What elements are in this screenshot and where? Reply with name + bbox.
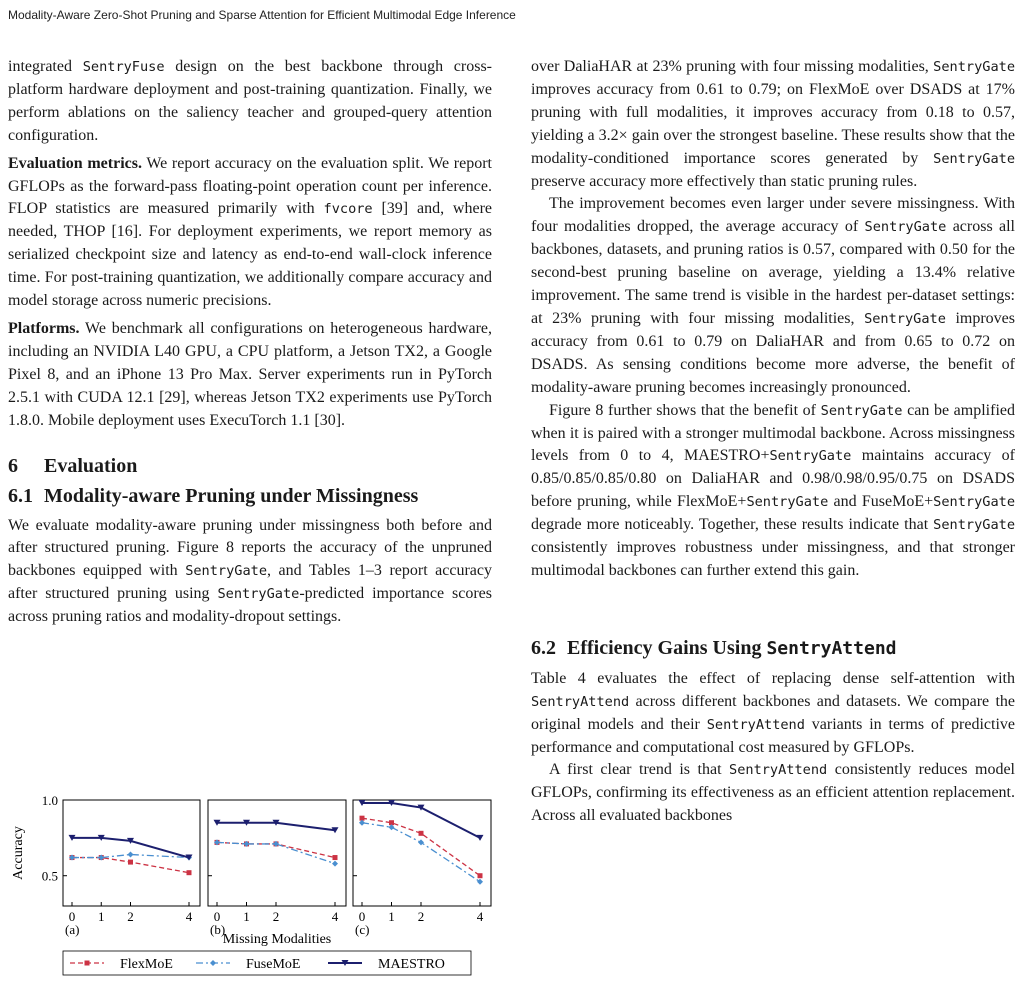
legend-label: MAESTRO <box>378 957 445 972</box>
x-tick-label: 4 <box>476 909 484 924</box>
metrics-paragraph <box>8 153 492 313</box>
legend-label: FuseMoE <box>246 957 301 972</box>
text-run: We evaluate modality-aware pruning under missingness both before and after structured pruning. Figure 8 reports the accuracy of the unpruned backbones equipped with <box>8 516 492 580</box>
section-6-1-title: Modality-aware Pruning under Missingness <box>44 484 419 507</box>
text-run: consistently reduces model GFLOPs, confirming its effectiveness as an efficient attention replacement. Across all evaluated backbones <box>531 761 1015 825</box>
x-tick-label: 2 <box>272 909 280 924</box>
code-term: SentryGate <box>769 448 852 465</box>
x-tick-label: 2 <box>417 909 425 924</box>
text-run: can be amplified when it is paired with a stronger multimodal backbone. Across missingness levels from 0 to 4, MAESTRO+ <box>531 401 1015 465</box>
marker-square <box>85 961 90 966</box>
text-run: integrated <box>8 58 83 75</box>
x-tick-label: 0 <box>358 909 366 924</box>
code-term: SentryGate <box>933 494 1015 511</box>
text-run: variants in terms of predictive performance and computational cost measured by GFLOPs. <box>531 715 1016 756</box>
section-6-1-heading <box>8 483 492 509</box>
text-run: over DaliaHAR at 23% pruning with four missing modalities, <box>531 58 934 75</box>
platforms-body <box>8 320 492 429</box>
right-paragraph-3 <box>531 400 1015 583</box>
text-run: We report accuracy on the evaluation split. We report GFLOPs as the forward-pass floating-point operation count per inference. FLOP statistics are measured primarily with <box>8 154 492 218</box>
section-6-title: Evaluation <box>44 454 138 477</box>
text-run: degrade more noticeably. Together, these results indicate that <box>531 516 934 534</box>
text-run: We benchmark all configurations on heterogeneous hardware, including an NVIDIA L40 GPU, a CPU platform, a Jetson TX2, a Google Pixel 8, and an iPhone 13 Pro Max. Server experiments run in PyTorch 2.5.1 with CUDA 12.1 [29], whereas Jetson TX2 experiments use PyTorch 1.8.0. Mobile deployment uses ExecuTorch 1.1 [30]. <box>8 319 492 429</box>
code-term: fvcore <box>323 201 373 218</box>
panel-label: (b) <box>210 922 226 937</box>
x-tick-label: 1 <box>388 909 395 924</box>
marker-diamond <box>332 861 338 867</box>
x-tick-label: 1 <box>243 909 250 924</box>
right-paragraph-4 <box>531 668 1015 760</box>
text-run: Figure 8 further shows that the benefit of <box>549 401 821 419</box>
code-term: SentryGate <box>746 494 829 511</box>
code-term: SentryAttend <box>729 762 828 779</box>
code-term: SentryGate <box>933 150 1015 167</box>
marker-square <box>333 855 338 860</box>
x-tick-label: 4 <box>185 909 193 924</box>
text-run: improves accuracy from 0.61 to 0.79 on DaliaHAR and from 0.65 to 0.72 on DSADS. As sensing conditions become more adverse, the benefit of modality-aware pruning becomes increasingly pronounced. <box>531 309 1016 396</box>
section-6-2-number: 6.2 <box>531 636 556 659</box>
x-tick-label: 2 <box>127 909 134 924</box>
text-run: across all backbones, datasets, and pruning ratios is 0.57, compared with 0.50 for the second-best pruning baseline on average, yielding a 13.4% relative improvement. The same trend is visible in the hardest per-dataset settings: at 23% pruning with four missing modalities, <box>531 218 1015 327</box>
text-run: The improvement becomes even larger under severe missingness. With four modalities dropped, the average accuracy of <box>531 195 1015 236</box>
text-run: Table 4 evaluates the effect of replacing dense self-attention with <box>531 669 1015 687</box>
x-tick-label: 0 <box>68 909 76 924</box>
metrics-heading: Evaluation metrics. <box>8 154 142 172</box>
figure-8 <box>8 788 492 988</box>
section-6-1-paragraph <box>8 515 492 630</box>
y-tick-label: 0.5 <box>41 868 58 884</box>
legend-label: FlexMoE <box>120 957 173 972</box>
marker-square <box>128 860 133 865</box>
text-run: preserve accuracy more effectively than static pruning rules. <box>531 172 918 190</box>
code-term: SentryGate <box>933 517 1015 534</box>
text-run: design on the best backbone through cross-platform hardware deployment and post-training quantization. Finally, we perform ablations on the saliency teacher and grouped-query attention configuration. <box>8 58 493 144</box>
code-term: SentryGate <box>185 563 268 580</box>
code-term: SentryGate <box>864 219 947 236</box>
section-6-number: 6 <box>8 454 18 477</box>
section-6-1-number: 6.1 <box>8 484 33 507</box>
running-header: Modality-Aware Zero-Shot Pruning and Sparse Attention for Efficient Multimodal Edge Inference <box>8 8 516 22</box>
code-term: SentryGate <box>864 310 946 327</box>
marker-triangle <box>477 835 484 841</box>
intro-paragraph <box>8 56 492 148</box>
code-term: SentryAttend <box>531 693 630 710</box>
right-paragraph-2 <box>531 193 1015 399</box>
right-paragraph-1 <box>531 56 1015 193</box>
marker-square <box>187 870 192 875</box>
section-6-heading <box>8 453 492 479</box>
text-run: -predicted importance scores across pruning ratios and modality-dropout settings. <box>8 585 492 626</box>
section-6-2-title <box>567 635 897 662</box>
marker-square <box>478 873 483 878</box>
code-term: SentryGate <box>217 586 300 603</box>
series-line-flexmoe <box>362 818 480 876</box>
section-6-2-title-text: Efficiency Gains Using <box>567 636 767 659</box>
x-axis-label: Missing Modalities <box>222 932 332 947</box>
x-tick-label: 1 <box>98 909 105 924</box>
platforms-heading: Platforms. <box>8 319 80 337</box>
x-tick-label: 4 <box>331 909 339 924</box>
right-paragraph-5 <box>531 759 1015 828</box>
text-run: maintains accuracy of 0.85/0.85/0.85/0.80 on DaliaHAR and 0.98/0.98/0.95/0.75 on DSADS before pruning, while FlexMoE+ <box>531 447 1016 511</box>
code-term: SentryGate <box>820 402 903 419</box>
y-tick-label: 1.0 <box>41 793 58 808</box>
x-tick-label: 0 <box>213 909 221 924</box>
text-run: across different backbones and datasets. We compare the original models and their <box>531 692 1015 733</box>
text-run: improves accuracy from 0.61 to 0.79; on FlexMoE over DSADS at 17% pruning with full modalities, it improves accuracy from 0.18 to 0.57, yielding a 3.2× gain over the strongest baseline. These results show that the modality-conditioned importance scores generated by <box>531 80 1015 167</box>
right-column <box>531 56 1015 828</box>
section-6-2-heading <box>531 635 1015 662</box>
code-term: SentryFuse <box>82 59 165 75</box>
panel-label: (a) <box>65 922 80 937</box>
marker-diamond <box>128 852 134 858</box>
code-term: SentryGate <box>933 59 1015 75</box>
text-run: , and Tables 1–3 report accuracy after structured pruning using <box>8 562 493 603</box>
text-run: A first clear trend is that <box>549 761 730 779</box>
panel-frame <box>208 800 346 906</box>
platforms-paragraph <box>8 318 492 433</box>
text-run: consistently improves robustness under missingness, and that stronger multimodal backbones can further extend this gain. <box>531 539 1015 579</box>
marker-square <box>419 831 424 836</box>
text-run: and FuseMoE+ <box>828 493 934 511</box>
section-6-2-title-code: SentryAttend <box>766 637 897 659</box>
metrics-body <box>8 155 492 309</box>
figure-8-svg <box>8 788 492 988</box>
panel-frame <box>353 800 491 906</box>
code-term: SentryAttend <box>706 716 805 733</box>
y-axis-label: Accuracy <box>11 826 26 880</box>
text-run: [39] and, where needed, THOP [16]. For deployment experiments, we report memory as serialized checkpoint size and latency as end-to-end wall-clock inference time. For post-training quantization, we additionally compare accuracy and model storage across numeric precisions. <box>8 200 492 310</box>
panel-label: (c) <box>355 922 370 937</box>
left-column <box>8 56 492 629</box>
